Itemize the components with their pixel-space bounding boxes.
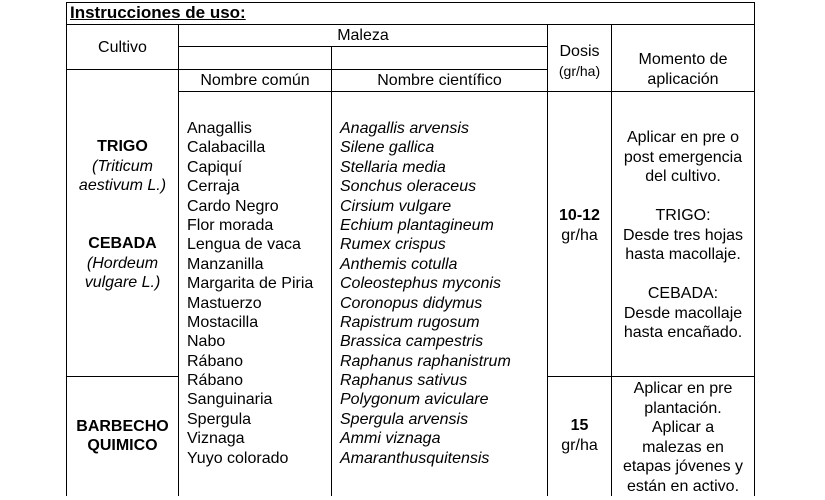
momento-line: post emergencia xyxy=(623,148,743,166)
dose-barbecho-unit: gr/ha xyxy=(561,437,598,454)
weed-scientific-name: Rumex crispus xyxy=(340,236,446,254)
momento-line: Aplicar en pre o xyxy=(626,129,740,146)
weed-common-name: Rábano xyxy=(187,372,244,390)
header-nombre-cientifico: Nombre científico xyxy=(377,72,502,89)
weed-common-names-list xyxy=(187,119,313,468)
dose-cereal-value: 10-12 xyxy=(559,207,600,224)
crop-cebada-scientific-line2: vulgare L.) xyxy=(84,274,161,291)
momento-barbecho-text xyxy=(611,379,755,496)
momento-cereal-text xyxy=(611,128,755,343)
crop-barbecho-line2: QUIMICO xyxy=(87,437,158,454)
weed-scientific-name: Silene gallica xyxy=(340,139,435,157)
weed-common-name: Cerraja xyxy=(187,178,240,196)
header-nombre-comun: Nombre común xyxy=(200,72,310,89)
weed-scientific-name: Spergula arvensis xyxy=(340,410,469,428)
weed-common-name: Cardo Negro xyxy=(187,197,279,215)
weed-common-name: Calabacilla xyxy=(187,139,266,157)
crop-cebada-name: CEBADA xyxy=(88,235,157,252)
weed-scientific-name: Anagallis arvensis xyxy=(340,120,469,137)
dose-cereal-unit: gr/ha xyxy=(561,227,598,244)
weed-scientific-name: Rapistrum rugosum xyxy=(340,313,480,331)
momento-line: Desde tres hojas xyxy=(622,226,744,244)
cultivo-header-bottom-line xyxy=(66,69,179,70)
weed-scientific-name: Raphanus sativus xyxy=(340,372,468,390)
instructions-title: Instrucciones de uso: xyxy=(70,3,246,22)
maleza-subheader-bottom-line xyxy=(178,69,548,70)
header-dosis-unit: (gr/ha) xyxy=(558,63,601,79)
header-dosis: Dosis xyxy=(559,43,600,60)
weed-scientific-name: Stellaria media xyxy=(340,158,446,176)
momento-line: TRIGO: xyxy=(655,207,711,224)
maleza-subheader-line xyxy=(178,46,548,47)
weed-scientific-name: Coleostephus myconis xyxy=(340,275,501,293)
weed-common-name: Capiquí xyxy=(187,158,243,176)
crop-trigo-scientific-line1: (Triticum xyxy=(91,158,154,175)
momento-line: Desde macollaje xyxy=(623,304,743,322)
crop-cebada-scientific-line1: (Hordeum xyxy=(86,255,159,272)
momento-line: CEBADA: xyxy=(647,285,719,302)
weed-scientific-name: Polygonum aviculare xyxy=(340,391,489,409)
crop-trigo-name: TRIGO xyxy=(97,138,148,155)
weed-scientific-name: Amaranthusquitensis xyxy=(340,449,490,467)
weed-scientific-name: Cirsium vulgare xyxy=(340,197,452,215)
weed-common-name: Lengua de vaca xyxy=(187,236,301,254)
weed-common-name: Anagallis xyxy=(187,120,252,137)
momento-line: Aplicar a xyxy=(651,419,715,436)
weed-common-name: Nabo xyxy=(187,333,226,351)
weed-common-name: Manzanilla xyxy=(187,255,264,273)
header-cultivo: Cultivo xyxy=(98,39,147,56)
header-bottom-line xyxy=(178,91,755,92)
momento-line: hasta encañado. xyxy=(623,324,743,341)
momento-line: del cultivo. xyxy=(645,168,721,185)
header-momento-line2: aplicación xyxy=(647,71,719,88)
weed-common-name: Rábano xyxy=(187,352,244,370)
barbecho-row-divider-left xyxy=(66,376,179,377)
momento-line: Aplicar en pre xyxy=(633,380,733,397)
weed-scientific-name: Raphanus raphanistrum xyxy=(340,352,511,370)
weed-scientific-name: Echium plantagineum xyxy=(340,216,494,234)
header-momento-line1: Momento de xyxy=(638,51,728,68)
weed-common-name: Flor morada xyxy=(187,216,274,234)
momento-spacer xyxy=(611,265,755,285)
momento-line: hasta macollaje. xyxy=(625,246,741,263)
weed-common-name: Sanguinaria xyxy=(187,391,273,409)
weed-scientific-names-list xyxy=(340,119,511,468)
momento-line: están en activo. xyxy=(626,477,740,495)
weed-common-name: Margarita de Piria xyxy=(187,275,314,293)
weed-common-name: Mostacilla xyxy=(187,313,259,331)
weed-scientific-name: Anthemis cotulla xyxy=(340,255,458,273)
momento-line: etapas jóvenes y xyxy=(622,458,744,475)
momento-line: plantación. xyxy=(644,399,722,417)
weed-scientific-name: Brassica campestris xyxy=(340,333,484,351)
barbecho-row-divider-right xyxy=(547,376,755,377)
weed-scientific-name: Ammi viznaga xyxy=(340,430,441,448)
weed-scientific-name: Coronopus didymus xyxy=(340,294,483,312)
crop-trigo-scientific-line2: aestivum L.) xyxy=(78,177,167,194)
weed-scientific-name: Sonchus oleraceus xyxy=(340,178,477,196)
header-maleza: Maleza xyxy=(337,27,389,44)
weed-common-name: Spergula xyxy=(187,410,252,428)
dose-barbecho-value: 15 xyxy=(570,417,589,434)
momento-line: malezas en xyxy=(642,438,724,456)
maleza-split-line xyxy=(331,69,332,496)
title-row-divider xyxy=(66,24,755,25)
weed-common-name: Mastuerzo xyxy=(187,294,262,312)
weed-common-name: Viznaga xyxy=(187,430,245,448)
momento-spacer xyxy=(611,187,755,207)
maleza-split-line-upper xyxy=(331,46,332,69)
crop-barbecho-line1: BARBECHO xyxy=(76,418,169,435)
weed-common-name: Yuyo colorado xyxy=(187,449,289,467)
